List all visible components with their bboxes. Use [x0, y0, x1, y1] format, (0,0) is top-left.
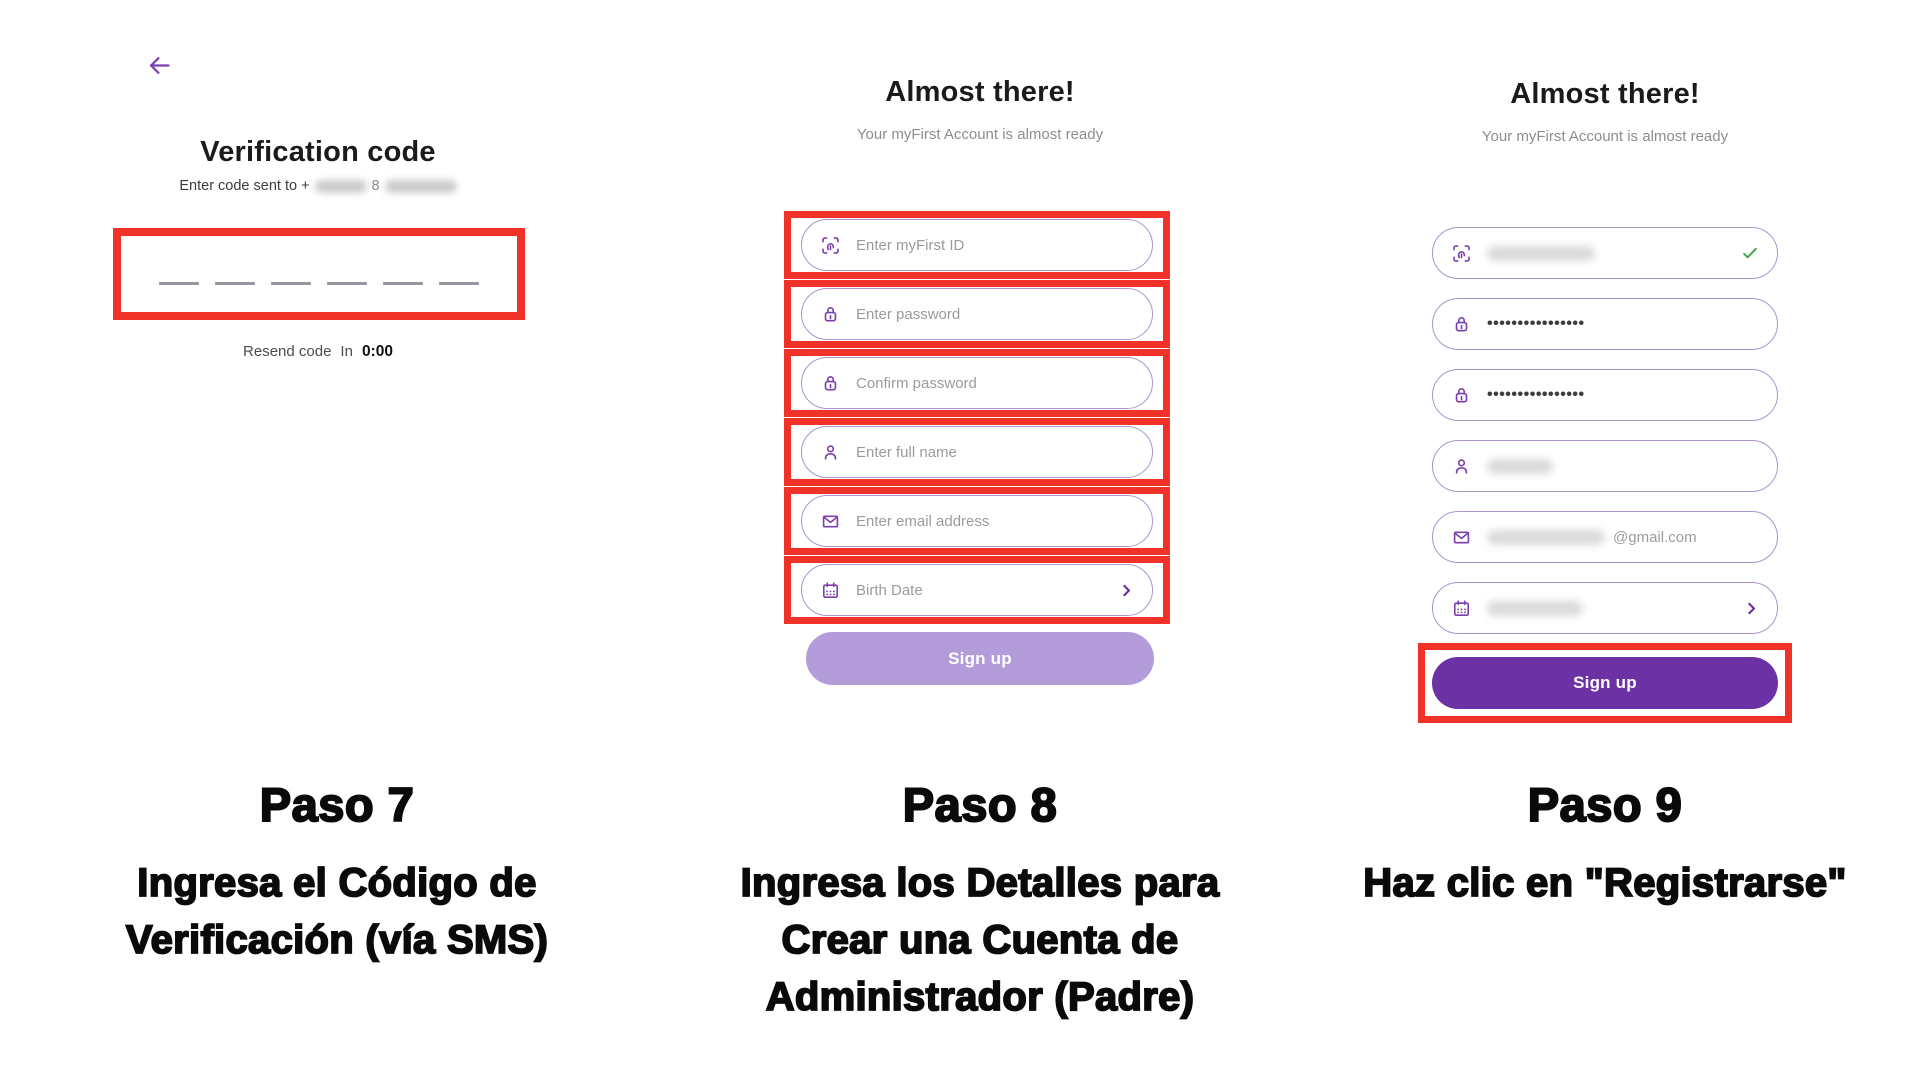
birth-date-placeholder: Birth Date	[856, 581, 923, 599]
annotation-box-password	[784, 280, 1170, 348]
confirm-password-field[interactable]	[801, 357, 1153, 409]
password-dots: ••••••••••••••••	[1487, 386, 1585, 403]
code-sent-text	[98, 178, 538, 194]
lock-icon	[1450, 313, 1473, 336]
full-name-placeholder: Enter full name	[856, 443, 957, 461]
fingerprint-scan-icon	[1450, 242, 1473, 265]
code-slot	[439, 282, 479, 285]
code-slot	[215, 282, 255, 285]
calendar-icon	[1450, 597, 1473, 620]
code-slot	[159, 282, 199, 285]
email-domain-text: @gmail.com	[1613, 528, 1697, 546]
code-slot	[327, 282, 367, 285]
envelope-icon	[819, 510, 842, 533]
annotation-box-email	[784, 487, 1170, 555]
envelope-icon	[1450, 526, 1473, 549]
confirm-password-field-filled[interactable]	[1432, 369, 1778, 421]
birth-date-field[interactable]	[801, 564, 1153, 616]
resend-in-label: In	[340, 343, 353, 360]
signup-form-panel	[760, 40, 1200, 760]
blurred-birthdate-value	[1487, 601, 1583, 616]
caption-step-8	[700, 777, 1260, 1026]
caption-step-9	[1325, 777, 1885, 912]
back-arrow-icon[interactable]	[146, 52, 176, 82]
full-name-field[interactable]	[801, 426, 1153, 478]
signup-filled-panel	[1385, 40, 1825, 760]
person-icon	[1450, 455, 1473, 478]
resend-timer: 0:00	[361, 343, 393, 360]
step-7-heading: Paso 7	[259, 778, 415, 831]
email-field-filled[interactable]	[1432, 511, 1778, 563]
chevron-right-icon	[1743, 600, 1760, 617]
step-8-line: Crear una Cuenta de	[781, 918, 1179, 962]
step-7-line: Verificación (vía SMS)	[125, 918, 549, 962]
email-field[interactable]	[801, 495, 1153, 547]
signup-subtitle: Your myFirst Account is almost ready	[856, 126, 1104, 143]
step-9-line: Haz clic en "Registrarse"	[1363, 861, 1847, 905]
code-input[interactable]	[121, 282, 517, 285]
blurred-id-value	[1487, 246, 1595, 261]
full-name-field-filled[interactable]	[1432, 440, 1778, 492]
myfirst-id-field[interactable]	[801, 219, 1153, 271]
annotation-box-signup	[1418, 643, 1792, 723]
blurred-name-value	[1487, 459, 1553, 474]
check-icon	[1740, 243, 1760, 263]
calendar-icon	[819, 579, 842, 602]
signup-title: Almost there!	[1510, 78, 1700, 110]
lock-icon	[819, 372, 842, 395]
password-field-filled[interactable]	[1432, 298, 1778, 350]
code-sent-prefix: Enter code sent to +	[179, 178, 310, 194]
email-placeholder: Enter email address	[856, 512, 990, 530]
annotation-box-name	[784, 418, 1170, 486]
caption-step-7	[57, 777, 617, 969]
lock-icon	[819, 303, 842, 326]
signup-title: Almost there!	[885, 76, 1075, 108]
step-8-line: Administrador (Padre)	[765, 975, 1195, 1019]
person-icon	[819, 441, 842, 464]
chevron-right-icon	[1118, 582, 1135, 599]
verification-panel	[98, 40, 538, 760]
password-placeholder: Enter password	[856, 305, 961, 323]
sign-up-button-disabled[interactable]: Sign up	[806, 632, 1154, 685]
verification-title: Verification code	[200, 136, 436, 168]
blurred-phone-part	[315, 180, 367, 193]
step-8-line: Ingresa los Detalles para	[740, 861, 1220, 905]
signup-subtitle: Your myFirst Account is almost ready	[1481, 128, 1729, 145]
resend-code-button[interactable]: Resend code	[243, 343, 332, 360]
code-slot	[271, 282, 311, 285]
myfirst-id-field-filled[interactable]	[1432, 227, 1778, 279]
myfirst-id-placeholder: Enter myFirst ID	[856, 236, 965, 254]
blurred-email-value	[1487, 530, 1605, 545]
password-dots: ••••••••••••••••	[1487, 315, 1585, 332]
sign-up-button[interactable]: Sign up	[1432, 657, 1778, 709]
code-slot	[383, 282, 423, 285]
step-9-heading: Paso 9	[1527, 778, 1683, 831]
annotation-box-code	[113, 228, 525, 320]
step-8-heading: Paso 8	[902, 778, 1058, 831]
lock-icon	[1450, 384, 1473, 407]
confirm-password-placeholder: Confirm password	[856, 374, 977, 392]
blurred-phone-part	[385, 180, 457, 193]
annotation-box-birthdate	[784, 556, 1170, 624]
password-field[interactable]	[801, 288, 1153, 340]
visible-phone-digit: 8	[371, 178, 380, 194]
fingerprint-scan-icon	[819, 234, 842, 257]
annotation-box-confirm	[784, 349, 1170, 417]
step-7-line: Ingresa el Código de	[137, 861, 537, 905]
birth-date-field-filled[interactable]	[1432, 582, 1778, 634]
annotation-box-id	[784, 211, 1170, 279]
